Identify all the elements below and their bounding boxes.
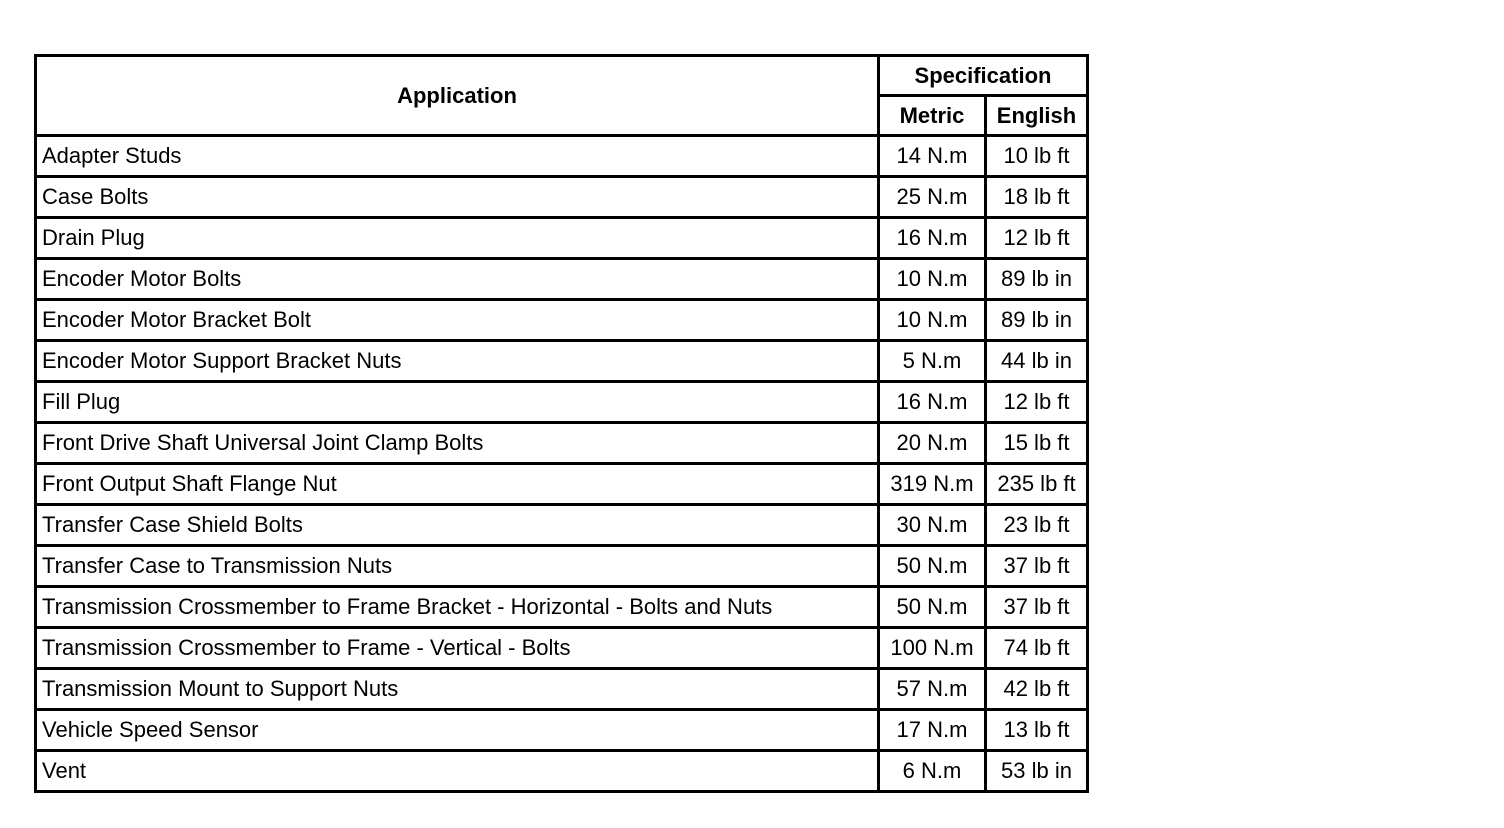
table-row [36, 710, 1088, 751]
metric-cell: 25 N.m [879, 177, 986, 218]
torque-spec-table [34, 54, 1089, 793]
application-cell: Front Output Shaft Flange Nut [36, 464, 879, 505]
header-english: English [986, 96, 1088, 136]
english-cell: 89 lb in [986, 300, 1088, 341]
metric-cell: 16 N.m [879, 382, 986, 423]
metric-cell: 16 N.m [879, 218, 986, 259]
english-cell: 89 lb in [986, 259, 1088, 300]
header-application: Application [36, 56, 879, 136]
metric-cell: 10 N.m [879, 300, 986, 341]
header-metric: Metric [879, 96, 986, 136]
application-cell: Transfer Case to Transmission Nuts [36, 546, 879, 587]
english-cell: 15 lb ft [986, 423, 1088, 464]
metric-cell: 10 N.m [879, 259, 986, 300]
table-row [36, 382, 1088, 423]
application-cell: Fill Plug [36, 382, 879, 423]
table-row [36, 218, 1088, 259]
metric-cell: 17 N.m [879, 710, 986, 751]
english-cell: 13 lb ft [986, 710, 1088, 751]
table-row [36, 423, 1088, 464]
table-header [36, 56, 1088, 136]
table-row [36, 587, 1088, 628]
english-cell: 18 lb ft [986, 177, 1088, 218]
application-cell: Encoder Motor Bolts [36, 259, 879, 300]
table-row [36, 751, 1088, 792]
table-row [36, 464, 1088, 505]
metric-cell: 50 N.m [879, 546, 986, 587]
metric-cell: 30 N.m [879, 505, 986, 546]
english-cell: 235 lb ft [986, 464, 1088, 505]
metric-cell: 6 N.m [879, 751, 986, 792]
table-row [36, 669, 1088, 710]
application-cell: Adapter Studs [36, 136, 879, 177]
table-row [36, 628, 1088, 669]
application-cell: Transfer Case Shield Bolts [36, 505, 879, 546]
application-cell: Front Drive Shaft Universal Joint Clamp Bolts [36, 423, 879, 464]
english-cell: 42 lb ft [986, 669, 1088, 710]
english-cell: 12 lb ft [986, 218, 1088, 259]
table-row [36, 300, 1088, 341]
english-cell: 12 lb ft [986, 382, 1088, 423]
english-cell: 74 lb ft [986, 628, 1088, 669]
english-cell: 10 lb ft [986, 136, 1088, 177]
header-row-top [36, 56, 1088, 96]
application-cell: Drain Plug [36, 218, 879, 259]
english-cell: 23 lb ft [986, 505, 1088, 546]
application-cell: Transmission Crossmember to Frame - Vertical - Bolts [36, 628, 879, 669]
table-body [36, 136, 1088, 792]
header-specification: Specification [879, 56, 1088, 96]
english-cell: 37 lb ft [986, 546, 1088, 587]
english-cell: 44 lb in [986, 341, 1088, 382]
application-cell: Transmission Mount to Support Nuts [36, 669, 879, 710]
application-cell: Case Bolts [36, 177, 879, 218]
table-row [36, 505, 1088, 546]
table-row [36, 341, 1088, 382]
metric-cell: 100 N.m [879, 628, 986, 669]
metric-cell: 57 N.m [879, 669, 986, 710]
english-cell: 37 lb ft [986, 587, 1088, 628]
metric-cell: 14 N.m [879, 136, 986, 177]
metric-cell: 319 N.m [879, 464, 986, 505]
table-row [36, 136, 1088, 177]
application-cell: Vehicle Speed Sensor [36, 710, 879, 751]
table-row [36, 259, 1088, 300]
table-row [36, 546, 1088, 587]
metric-cell: 20 N.m [879, 423, 986, 464]
english-cell: 53 lb in [986, 751, 1088, 792]
metric-cell: 5 N.m [879, 341, 986, 382]
application-cell: Encoder Motor Bracket Bolt [36, 300, 879, 341]
metric-cell: 50 N.m [879, 587, 986, 628]
table-row [36, 177, 1088, 218]
application-cell: Vent [36, 751, 879, 792]
application-cell: Transmission Crossmember to Frame Bracket - Horizontal - Bolts and Nuts [36, 587, 879, 628]
application-cell: Encoder Motor Support Bracket Nuts [36, 341, 879, 382]
